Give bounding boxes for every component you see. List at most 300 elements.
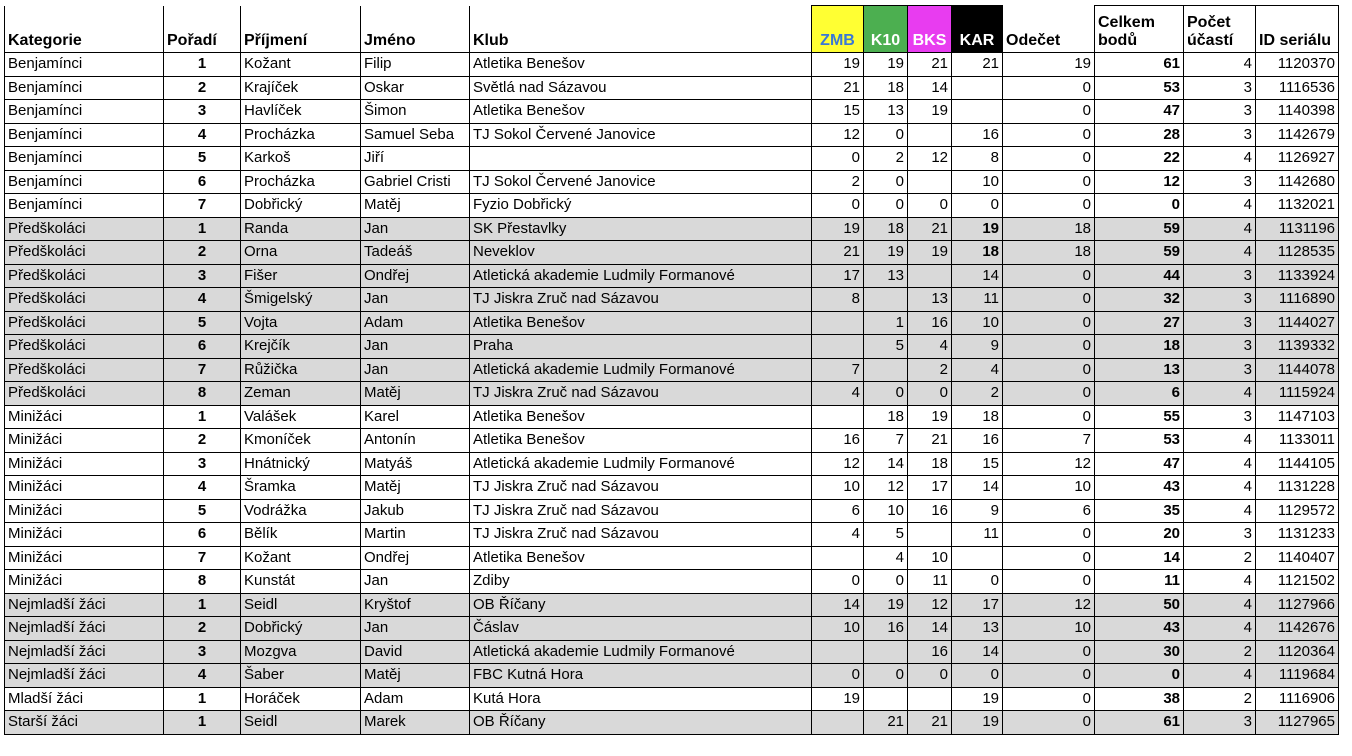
cell-bks[interactable]: 12: [908, 147, 952, 171]
cell-jmeno[interactable]: Matěj: [361, 664, 470, 688]
cell-klub[interactable]: TJ Jiskra Zruč nad Sázavou: [470, 476, 812, 500]
cell-celkem[interactable]: 38: [1095, 687, 1184, 711]
cell-kar[interactable]: 11: [952, 288, 1003, 312]
cell-id[interactable]: 1129572: [1256, 499, 1339, 523]
cell-celkem[interactable]: 47: [1095, 452, 1184, 476]
cell-celkem[interactable]: 43: [1095, 617, 1184, 641]
cell-zmb[interactable]: [812, 640, 864, 664]
header-k10[interactable]: K10: [864, 6, 908, 53]
cell-pocet[interactable]: 2: [1184, 687, 1256, 711]
cell-prijmeni[interactable]: Havlíček: [241, 100, 361, 124]
cell-pocet[interactable]: 4: [1184, 53, 1256, 77]
cell-odecet[interactable]: 19: [1003, 53, 1095, 77]
cell-zmb[interactable]: 17: [812, 264, 864, 288]
cell-id[interactable]: 1142679: [1256, 123, 1339, 147]
cell-bks[interactable]: [908, 123, 952, 147]
cell-kategorie[interactable]: Benjamínci: [5, 123, 164, 147]
cell-poradi[interactable]: 1: [164, 687, 241, 711]
cell-pocet[interactable]: 3: [1184, 76, 1256, 100]
cell-poradi[interactable]: 4: [164, 288, 241, 312]
cell-bks[interactable]: [908, 264, 952, 288]
cell-kategorie[interactable]: Předškoláci: [5, 335, 164, 359]
cell-prijmeni[interactable]: Šmigelský: [241, 288, 361, 312]
header-bks[interactable]: BKS: [908, 6, 952, 53]
cell-k10[interactable]: 19: [864, 593, 908, 617]
cell-id[interactable]: 1139332: [1256, 335, 1339, 359]
cell-celkem[interactable]: 50: [1095, 593, 1184, 617]
cell-celkem[interactable]: 53: [1095, 429, 1184, 453]
cell-pocet[interactable]: 3: [1184, 335, 1256, 359]
cell-k10[interactable]: [864, 358, 908, 382]
cell-bks[interactable]: 21: [908, 429, 952, 453]
cell-jmeno[interactable]: Jakub: [361, 499, 470, 523]
cell-k10[interactable]: 16: [864, 617, 908, 641]
cell-kategorie[interactable]: Minižáci: [5, 546, 164, 570]
cell-poradi[interactable]: 1: [164, 53, 241, 77]
cell-jmeno[interactable]: Jan: [361, 335, 470, 359]
cell-odecet[interactable]: 0: [1003, 523, 1095, 547]
cell-id[interactable]: 1140407: [1256, 546, 1339, 570]
cell-pocet[interactable]: 3: [1184, 100, 1256, 124]
cell-jmeno[interactable]: David: [361, 640, 470, 664]
cell-klub[interactable]: Atletická akademie Ludmily Formanové: [470, 264, 812, 288]
cell-odecet[interactable]: 12: [1003, 452, 1095, 476]
cell-odecet[interactable]: 0: [1003, 640, 1095, 664]
cell-bks[interactable]: [908, 687, 952, 711]
cell-kar[interactable]: 16: [952, 123, 1003, 147]
cell-celkem[interactable]: 13: [1095, 358, 1184, 382]
cell-id[interactable]: 1131228: [1256, 476, 1339, 500]
cell-jmeno[interactable]: Matěj: [361, 476, 470, 500]
cell-poradi[interactable]: 6: [164, 335, 241, 359]
cell-odecet[interactable]: 0: [1003, 358, 1095, 382]
cell-jmeno[interactable]: Jan: [361, 217, 470, 241]
cell-k10[interactable]: 4: [864, 546, 908, 570]
cell-pocet[interactable]: 4: [1184, 617, 1256, 641]
cell-id[interactable]: 1121502: [1256, 570, 1339, 594]
cell-kar[interactable]: 11: [952, 523, 1003, 547]
cell-pocet[interactable]: 4: [1184, 429, 1256, 453]
cell-id[interactable]: 1120364: [1256, 640, 1339, 664]
cell-id[interactable]: 1119684: [1256, 664, 1339, 688]
cell-zmb[interactable]: 19: [812, 687, 864, 711]
cell-bks[interactable]: 21: [908, 53, 952, 77]
cell-k10[interactable]: 1: [864, 311, 908, 335]
cell-k10[interactable]: 14: [864, 452, 908, 476]
cell-bks[interactable]: 19: [908, 241, 952, 265]
cell-odecet[interactable]: 0: [1003, 123, 1095, 147]
cell-poradi[interactable]: 2: [164, 617, 241, 641]
cell-kategorie[interactable]: Předškoláci: [5, 358, 164, 382]
cell-kategorie[interactable]: Benjamínci: [5, 100, 164, 124]
cell-poradi[interactable]: 1: [164, 593, 241, 617]
cell-poradi[interactable]: 8: [164, 570, 241, 594]
cell-jmeno[interactable]: Oskar: [361, 76, 470, 100]
cell-odecet[interactable]: 0: [1003, 405, 1095, 429]
cell-poradi[interactable]: 5: [164, 147, 241, 171]
cell-celkem[interactable]: 28: [1095, 123, 1184, 147]
cell-zmb[interactable]: 0: [812, 570, 864, 594]
cell-prijmeni[interactable]: Seidl: [241, 711, 361, 735]
header-klub[interactable]: Klub: [470, 6, 812, 53]
cell-kar[interactable]: 18: [952, 405, 1003, 429]
cell-kategorie[interactable]: Starší žáci: [5, 711, 164, 735]
cell-klub[interactable]: TJ Jiskra Zruč nad Sázavou: [470, 523, 812, 547]
cell-zmb[interactable]: 7: [812, 358, 864, 382]
cell-odecet[interactable]: 7: [1003, 429, 1095, 453]
cell-poradi[interactable]: 1: [164, 217, 241, 241]
cell-bks[interactable]: 16: [908, 640, 952, 664]
cell-celkem[interactable]: 32: [1095, 288, 1184, 312]
cell-prijmeni[interactable]: Krajíček: [241, 76, 361, 100]
cell-zmb[interactable]: 21: [812, 241, 864, 265]
cell-klub[interactable]: Čáslav: [470, 617, 812, 641]
cell-poradi[interactable]: 4: [164, 123, 241, 147]
cell-odecet[interactable]: 0: [1003, 100, 1095, 124]
cell-prijmeni[interactable]: Karkoš: [241, 147, 361, 171]
cell-jmeno[interactable]: Samuel Seba: [361, 123, 470, 147]
cell-bks[interactable]: 0: [908, 664, 952, 688]
cell-kategorie[interactable]: Minižáci: [5, 405, 164, 429]
cell-zmb[interactable]: 0: [812, 147, 864, 171]
cell-odecet[interactable]: 0: [1003, 264, 1095, 288]
cell-prijmeni[interactable]: Kunstát: [241, 570, 361, 594]
cell-odecet[interactable]: 0: [1003, 664, 1095, 688]
cell-celkem[interactable]: 47: [1095, 100, 1184, 124]
cell-pocet[interactable]: 4: [1184, 593, 1256, 617]
header-odecet[interactable]: Odečet: [1003, 6, 1095, 53]
cell-id[interactable]: 1144105: [1256, 452, 1339, 476]
cell-k10[interactable]: 10: [864, 499, 908, 523]
cell-jmeno[interactable]: Marek: [361, 711, 470, 735]
cell-celkem[interactable]: 0: [1095, 664, 1184, 688]
cell-id[interactable]: 1131196: [1256, 217, 1339, 241]
cell-kar[interactable]: 13: [952, 617, 1003, 641]
cell-prijmeni[interactable]: Randa: [241, 217, 361, 241]
cell-poradi[interactable]: 7: [164, 358, 241, 382]
cell-kar[interactable]: 15: [952, 452, 1003, 476]
cell-prijmeni[interactable]: Zeman: [241, 382, 361, 406]
cell-odecet[interactable]: 0: [1003, 147, 1095, 171]
cell-prijmeni[interactable]: Šaber: [241, 664, 361, 688]
cell-k10[interactable]: 18: [864, 76, 908, 100]
cell-kar[interactable]: 16: [952, 429, 1003, 453]
cell-poradi[interactable]: 7: [164, 194, 241, 218]
cell-poradi[interactable]: 1: [164, 711, 241, 735]
cell-jmeno[interactable]: Adam: [361, 687, 470, 711]
cell-klub[interactable]: [470, 147, 812, 171]
cell-zmb[interactable]: 19: [812, 53, 864, 77]
cell-jmeno[interactable]: Martin: [361, 523, 470, 547]
cell-bks[interactable]: 4: [908, 335, 952, 359]
cell-pocet[interactable]: 4: [1184, 147, 1256, 171]
cell-kar[interactable]: 14: [952, 476, 1003, 500]
cell-kategorie[interactable]: Benjamínci: [5, 76, 164, 100]
cell-k10[interactable]: 5: [864, 335, 908, 359]
cell-poradi[interactable]: 2: [164, 241, 241, 265]
cell-bks[interactable]: 16: [908, 499, 952, 523]
cell-klub[interactable]: Atletika Benešov: [470, 100, 812, 124]
cell-kar[interactable]: 19: [952, 217, 1003, 241]
cell-celkem[interactable]: 18: [1095, 335, 1184, 359]
cell-k10[interactable]: 19: [864, 53, 908, 77]
cell-pocet[interactable]: 3: [1184, 311, 1256, 335]
cell-zmb[interactable]: [812, 405, 864, 429]
cell-kar[interactable]: 17: [952, 593, 1003, 617]
cell-kar[interactable]: 21: [952, 53, 1003, 77]
cell-prijmeni[interactable]: Kmoníček: [241, 429, 361, 453]
cell-zmb[interactable]: 0: [812, 194, 864, 218]
cell-kategorie[interactable]: Benjamínci: [5, 170, 164, 194]
cell-k10[interactable]: 0: [864, 194, 908, 218]
cell-id[interactable]: 1144027: [1256, 311, 1339, 335]
cell-k10[interactable]: 0: [864, 123, 908, 147]
cell-jmeno[interactable]: Filip: [361, 53, 470, 77]
cell-jmeno[interactable]: Jan: [361, 570, 470, 594]
cell-celkem[interactable]: 11: [1095, 570, 1184, 594]
cell-k10[interactable]: 18: [864, 405, 908, 429]
cell-kategorie[interactable]: Předškoláci: [5, 288, 164, 312]
cell-kar[interactable]: 0: [952, 570, 1003, 594]
cell-celkem[interactable]: 61: [1095, 711, 1184, 735]
cell-bks[interactable]: 17: [908, 476, 952, 500]
cell-kar[interactable]: 14: [952, 264, 1003, 288]
cell-zmb[interactable]: 4: [812, 523, 864, 547]
header-id[interactable]: ID seriálu: [1256, 6, 1339, 53]
cell-prijmeni[interactable]: Procházka: [241, 123, 361, 147]
cell-pocet[interactable]: 3: [1184, 523, 1256, 547]
cell-pocet[interactable]: 2: [1184, 640, 1256, 664]
cell-poradi[interactable]: 2: [164, 429, 241, 453]
cell-k10[interactable]: 0: [864, 170, 908, 194]
cell-k10[interactable]: 0: [864, 382, 908, 406]
cell-kar[interactable]: 18: [952, 241, 1003, 265]
cell-k10[interactable]: 18: [864, 217, 908, 241]
cell-klub[interactable]: Fyzio Dobřický: [470, 194, 812, 218]
cell-id[interactable]: 1147103: [1256, 405, 1339, 429]
cell-bks[interactable]: 12: [908, 593, 952, 617]
header-kar[interactable]: KAR: [952, 6, 1003, 53]
cell-kategorie[interactable]: Minižáci: [5, 452, 164, 476]
cell-pocet[interactable]: 3: [1184, 405, 1256, 429]
cell-id[interactable]: 1128535: [1256, 241, 1339, 265]
cell-id[interactable]: 1127966: [1256, 593, 1339, 617]
cell-poradi[interactable]: 3: [164, 452, 241, 476]
cell-celkem[interactable]: 53: [1095, 76, 1184, 100]
cell-prijmeni[interactable]: Horáček: [241, 687, 361, 711]
cell-odecet[interactable]: 10: [1003, 617, 1095, 641]
cell-jmeno[interactable]: Karel: [361, 405, 470, 429]
cell-jmeno[interactable]: Kryštof: [361, 593, 470, 617]
cell-jmeno[interactable]: Adam: [361, 311, 470, 335]
cell-celkem[interactable]: 30: [1095, 640, 1184, 664]
cell-kar[interactable]: [952, 100, 1003, 124]
cell-odecet[interactable]: 0: [1003, 288, 1095, 312]
cell-k10[interactable]: 21: [864, 711, 908, 735]
cell-pocet[interactable]: 3: [1184, 170, 1256, 194]
cell-celkem[interactable]: 27: [1095, 311, 1184, 335]
cell-pocet[interactable]: 3: [1184, 123, 1256, 147]
header-pocet[interactable]: Počet účastí: [1184, 6, 1256, 53]
cell-id[interactable]: 1144078: [1256, 358, 1339, 382]
cell-id[interactable]: 1116890: [1256, 288, 1339, 312]
cell-zmb[interactable]: 10: [812, 476, 864, 500]
header-prijmeni[interactable]: Příjmení: [241, 6, 361, 53]
cell-odecet[interactable]: 0: [1003, 335, 1095, 359]
cell-prijmeni[interactable]: Vodrážka: [241, 499, 361, 523]
cell-kar[interactable]: 4: [952, 358, 1003, 382]
cell-celkem[interactable]: 14: [1095, 546, 1184, 570]
cell-jmeno[interactable]: Ondřej: [361, 546, 470, 570]
cell-kategorie[interactable]: Minižáci: [5, 570, 164, 594]
cell-k10[interactable]: 0: [864, 570, 908, 594]
cell-pocet[interactable]: 4: [1184, 382, 1256, 406]
cell-prijmeni[interactable]: Kožant: [241, 53, 361, 77]
cell-poradi[interactable]: 7: [164, 546, 241, 570]
cell-k10[interactable]: 2: [864, 147, 908, 171]
cell-bks[interactable]: 0: [908, 382, 952, 406]
cell-kategorie[interactable]: Minižáci: [5, 476, 164, 500]
cell-kar[interactable]: 0: [952, 194, 1003, 218]
cell-prijmeni[interactable]: Dobřický: [241, 194, 361, 218]
cell-prijmeni[interactable]: Krejčík: [241, 335, 361, 359]
cell-kar[interactable]: 19: [952, 711, 1003, 735]
cell-pocet[interactable]: 4: [1184, 217, 1256, 241]
cell-celkem[interactable]: 6: [1095, 382, 1184, 406]
cell-bks[interactable]: 21: [908, 711, 952, 735]
cell-prijmeni[interactable]: Orna: [241, 241, 361, 265]
cell-zmb[interactable]: [812, 311, 864, 335]
cell-poradi[interactable]: 3: [164, 100, 241, 124]
cell-celkem[interactable]: 22: [1095, 147, 1184, 171]
cell-odecet[interactable]: 0: [1003, 170, 1095, 194]
cell-odecet[interactable]: 0: [1003, 76, 1095, 100]
cell-k10[interactable]: 13: [864, 264, 908, 288]
cell-poradi[interactable]: 3: [164, 640, 241, 664]
cell-zmb[interactable]: 16: [812, 429, 864, 453]
cell-poradi[interactable]: 8: [164, 382, 241, 406]
cell-jmeno[interactable]: Gabriel Cristi: [361, 170, 470, 194]
cell-jmeno[interactable]: Jan: [361, 358, 470, 382]
cell-klub[interactable]: OB Říčany: [470, 711, 812, 735]
cell-id[interactable]: 1116536: [1256, 76, 1339, 100]
cell-jmeno[interactable]: Jan: [361, 617, 470, 641]
cell-kar[interactable]: 8: [952, 147, 1003, 171]
cell-id[interactable]: 1115924: [1256, 382, 1339, 406]
cell-id[interactable]: 1142676: [1256, 617, 1339, 641]
cell-prijmeni[interactable]: Hnátnický: [241, 452, 361, 476]
cell-zmb[interactable]: 6: [812, 499, 864, 523]
cell-klub[interactable]: Atletická akademie Ludmily Formanové: [470, 452, 812, 476]
cell-pocet[interactable]: 3: [1184, 264, 1256, 288]
cell-bks[interactable]: 2: [908, 358, 952, 382]
cell-kategorie[interactable]: Nejmladší žáci: [5, 593, 164, 617]
cell-zmb[interactable]: 19: [812, 217, 864, 241]
cell-kategorie[interactable]: Předškoláci: [5, 217, 164, 241]
cell-prijmeni[interactable]: Mozgva: [241, 640, 361, 664]
header-zmb[interactable]: ZMB: [812, 6, 864, 53]
cell-kategorie[interactable]: Předškoláci: [5, 382, 164, 406]
cell-poradi[interactable]: 4: [164, 664, 241, 688]
cell-poradi[interactable]: 5: [164, 499, 241, 523]
cell-k10[interactable]: [864, 288, 908, 312]
cell-zmb[interactable]: 2: [812, 170, 864, 194]
header-jmeno[interactable]: Jméno: [361, 6, 470, 53]
cell-poradi[interactable]: 5: [164, 311, 241, 335]
cell-zmb[interactable]: 21: [812, 76, 864, 100]
cell-id[interactable]: 1116906: [1256, 687, 1339, 711]
cell-zmb[interactable]: 12: [812, 123, 864, 147]
cell-celkem[interactable]: 59: [1095, 241, 1184, 265]
cell-kategorie[interactable]: Benjamínci: [5, 147, 164, 171]
cell-poradi[interactable]: 6: [164, 170, 241, 194]
cell-id[interactable]: 1127965: [1256, 711, 1339, 735]
cell-klub[interactable]: Atletika Benešov: [470, 53, 812, 77]
cell-prijmeni[interactable]: Valášek: [241, 405, 361, 429]
cell-zmb[interactable]: [812, 335, 864, 359]
cell-klub[interactable]: Atletická akademie Ludmily Formanové: [470, 640, 812, 664]
cell-k10[interactable]: 7: [864, 429, 908, 453]
cell-kategorie[interactable]: Mladší žáci: [5, 687, 164, 711]
cell-klub[interactable]: SK Přestavlky: [470, 217, 812, 241]
cell-zmb[interactable]: [812, 546, 864, 570]
cell-bks[interactable]: 19: [908, 100, 952, 124]
cell-bks[interactable]: 19: [908, 405, 952, 429]
cell-klub[interactable]: Atletika Benešov: [470, 405, 812, 429]
cell-jmeno[interactable]: Tadeáš: [361, 241, 470, 265]
cell-id[interactable]: 1133924: [1256, 264, 1339, 288]
cell-kar[interactable]: 9: [952, 335, 1003, 359]
header-kategorie[interactable]: Kategorie: [5, 6, 164, 53]
cell-k10[interactable]: 5: [864, 523, 908, 547]
cell-odecet[interactable]: 0: [1003, 311, 1095, 335]
cell-bks[interactable]: 11: [908, 570, 952, 594]
cell-klub[interactable]: Kutá Hora: [470, 687, 812, 711]
cell-odecet[interactable]: 0: [1003, 382, 1095, 406]
cell-klub[interactable]: FBC Kutná Hora: [470, 664, 812, 688]
cell-kar[interactable]: [952, 546, 1003, 570]
cell-kar[interactable]: 2: [952, 382, 1003, 406]
cell-kategorie[interactable]: Benjamínci: [5, 53, 164, 77]
cell-poradi[interactable]: 2: [164, 76, 241, 100]
cell-kategorie[interactable]: Nejmladší žáci: [5, 640, 164, 664]
cell-jmeno[interactable]: Jiří: [361, 147, 470, 171]
cell-poradi[interactable]: 3: [164, 264, 241, 288]
cell-jmeno[interactable]: Ondřej: [361, 264, 470, 288]
cell-bks[interactable]: 10: [908, 546, 952, 570]
cell-celkem[interactable]: 55: [1095, 405, 1184, 429]
header-celkem[interactable]: Celkem bodů: [1095, 6, 1184, 53]
cell-kategorie[interactable]: Nejmladší žáci: [5, 664, 164, 688]
cell-id[interactable]: 1133011: [1256, 429, 1339, 453]
cell-odecet[interactable]: 10: [1003, 476, 1095, 500]
cell-poradi[interactable]: 4: [164, 476, 241, 500]
cell-celkem[interactable]: 59: [1095, 217, 1184, 241]
cell-pocet[interactable]: 4: [1184, 452, 1256, 476]
cell-klub[interactable]: Neveklov: [470, 241, 812, 265]
cell-kategorie[interactable]: Předškoláci: [5, 311, 164, 335]
cell-celkem[interactable]: 61: [1095, 53, 1184, 77]
cell-pocet[interactable]: 4: [1184, 241, 1256, 265]
cell-zmb[interactable]: 4: [812, 382, 864, 406]
header-poradi[interactable]: Pořadí: [164, 6, 241, 53]
cell-zmb[interactable]: 14: [812, 593, 864, 617]
cell-klub[interactable]: Atletika Benešov: [470, 429, 812, 453]
cell-klub[interactable]: TJ Sokol Červené Janovice: [470, 170, 812, 194]
cell-kar[interactable]: 10: [952, 311, 1003, 335]
cell-kar[interactable]: 0: [952, 664, 1003, 688]
cell-k10[interactable]: 12: [864, 476, 908, 500]
